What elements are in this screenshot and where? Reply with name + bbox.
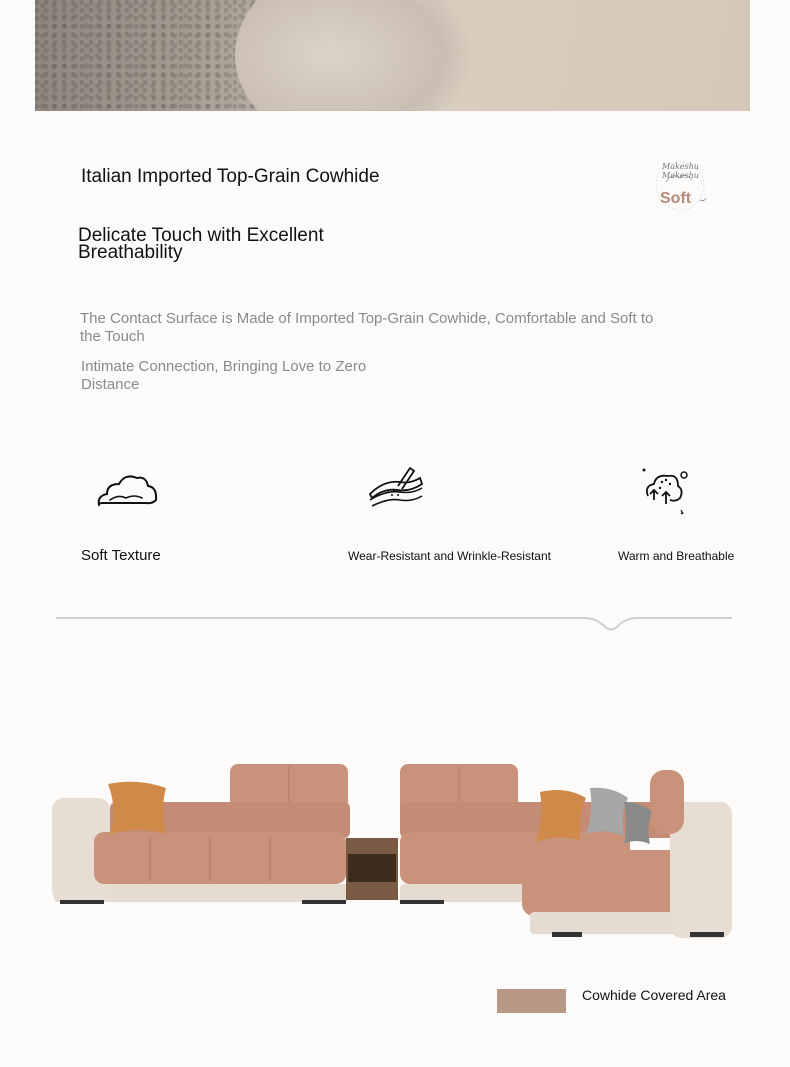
feature-label-wear-resistant: Wear-Resistant and Wrinkle-Resistant	[348, 549, 551, 563]
orange-pillow-right	[536, 790, 586, 842]
feature-label-soft-texture: Soft Texture	[81, 547, 161, 564]
leather-fold	[235, 0, 475, 111]
orange-pillow-left	[108, 782, 166, 834]
leather-layers-icon	[366, 464, 426, 512]
legend-label: Cowhide Covered Area	[582, 987, 726, 1003]
feature-label-warm-breathable: Warm and Breathable	[618, 549, 735, 563]
product-subtitle: Delicate Touch with Excellent Breathability	[78, 225, 324, 263]
gray-pillow	[586, 788, 628, 836]
description-line-2: Intimate Connection, Bringing Love to Zero Distance	[81, 358, 367, 393]
logo-script-text: Makeshu Makeshu	[662, 162, 699, 180]
description-line-1: The Contact Surface is Made of Imported Top-Grain Cowhide, Comfortable and Soft to the Touch	[80, 310, 654, 345]
sofa-seat-left	[94, 832, 346, 884]
soft-logo	[648, 160, 716, 212]
sofa-image	[50, 762, 735, 942]
section-divider	[56, 608, 732, 638]
logo-soft-word: Soft	[660, 190, 692, 207]
product-title: Italian Imported Top-Grain Cowhide	[81, 166, 380, 187]
breathable-tree-icon	[640, 466, 690, 516]
leather-closeup-image	[35, 0, 750, 111]
legend-color-swatch	[497, 989, 566, 1013]
sofa-chaise	[522, 850, 682, 916]
cloud-icon	[96, 470, 158, 512]
